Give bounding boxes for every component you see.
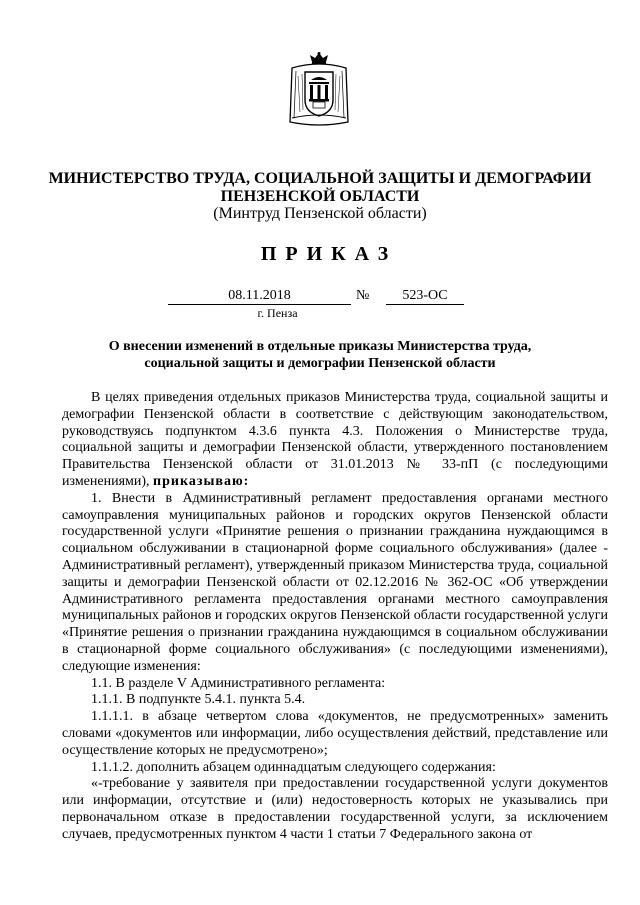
coat-of-arms-emblem [288,52,350,128]
ministry-name-line2: ПЕНЗЕНСКОЙ ОБЛАСТИ [220,188,420,205]
ministry-name-line1: МИНИСТЕРСТВО ТРУДА, СОЦИАЛЬНОЙ ЗАЩИТЫ И ДЕМОГРАФИИ [48,170,592,187]
preamble-paragraph [62,390,608,491]
city: г. Пенза [257,306,298,320]
order-body [62,390,608,844]
order-title-line1: О внесении изменений в отдельные приказы Министерства труда, [108,339,532,354]
document-type-heading: ПРИКАЗ [260,243,398,265]
clause-1-1-1-2-paragraph: 1.1.1.2. дополнить абзацем одиннадцатым следующего содержания: [91,759,496,775]
clause-1-paragraph: 1. Внести в Административный регламент предоставления органами местного самоуправления муниципальных районов и городских округов Пензенской области государственной услуги «Принятие решения о признании гражданина нуждающимся в социальном обслуживании в стационарной форме социального обслуживания» (далее - Административный регламент), утвержденный приказом Министерства труда, социальной защиты и демографии Пензенской области от 02.12.2016 № 362-ОС «Об утверждении Административного регламента предоставления органами местного самоуправления муниципальных районов и городских округов Пензенской области государственной услуги «Принятие решения о признании гражданина нуждающимся в социальном обслуживании в стационарной форме социального обслуживания» (с последующими изменениями), следующие изменения: [62,490,608,674]
preamble-text: В целях приведения отдельных приказов Министерства труда, социальной защиты и демографии Пензенской области в соответствие с действующим законодательством, руководствуясь подпунктом 4.3.6 пункта 4.3. Положения о Министерстве труда, социальной защиты и демографии Пензенской области, утвержденного постановлением Правительства Пензенской области от 31.01.2013 № 33-пП (с последующими изменениями), [62,390,608,489]
order-title-line2: социальной защиты и демографии Пензенской области [144,356,496,371]
clause-1-1-1-paragraph: 1.1.1. В подпункте 5.4.1. пункта 5.4. [91,692,306,708]
clause-1-1-paragraph: 1.1. В разделе V Административного регламента: [91,675,386,691]
order-keyword: приказываю: [153,473,250,489]
ministry-short-name: (Минтруд Пензенской области) [213,205,427,222]
order-date: 08.11.2018 [168,288,351,305]
order-number: 523-ОС [386,288,464,305]
quoted-addition-paragraph: «-требование у заявителя при предоставлении государственной услуги документов или информации, отсутствие и (или) недостоверность которых не указывались при первоначальном отказе в предоставлении государственной услуги, за исключением случаев, предусмотренных пунктом 4 части 1 статьи 7 Федерального закона от [62,776,608,842]
clause-1-1-1-1-paragraph: 1.1.1.1. в абзаце четвертом слова «документов, не предусмотренных» заменить словами «документов или информации, либо осуществления действий, представление или осуществление которых не предусмотрено»; [62,709,608,758]
number-sign: № [356,288,370,303]
